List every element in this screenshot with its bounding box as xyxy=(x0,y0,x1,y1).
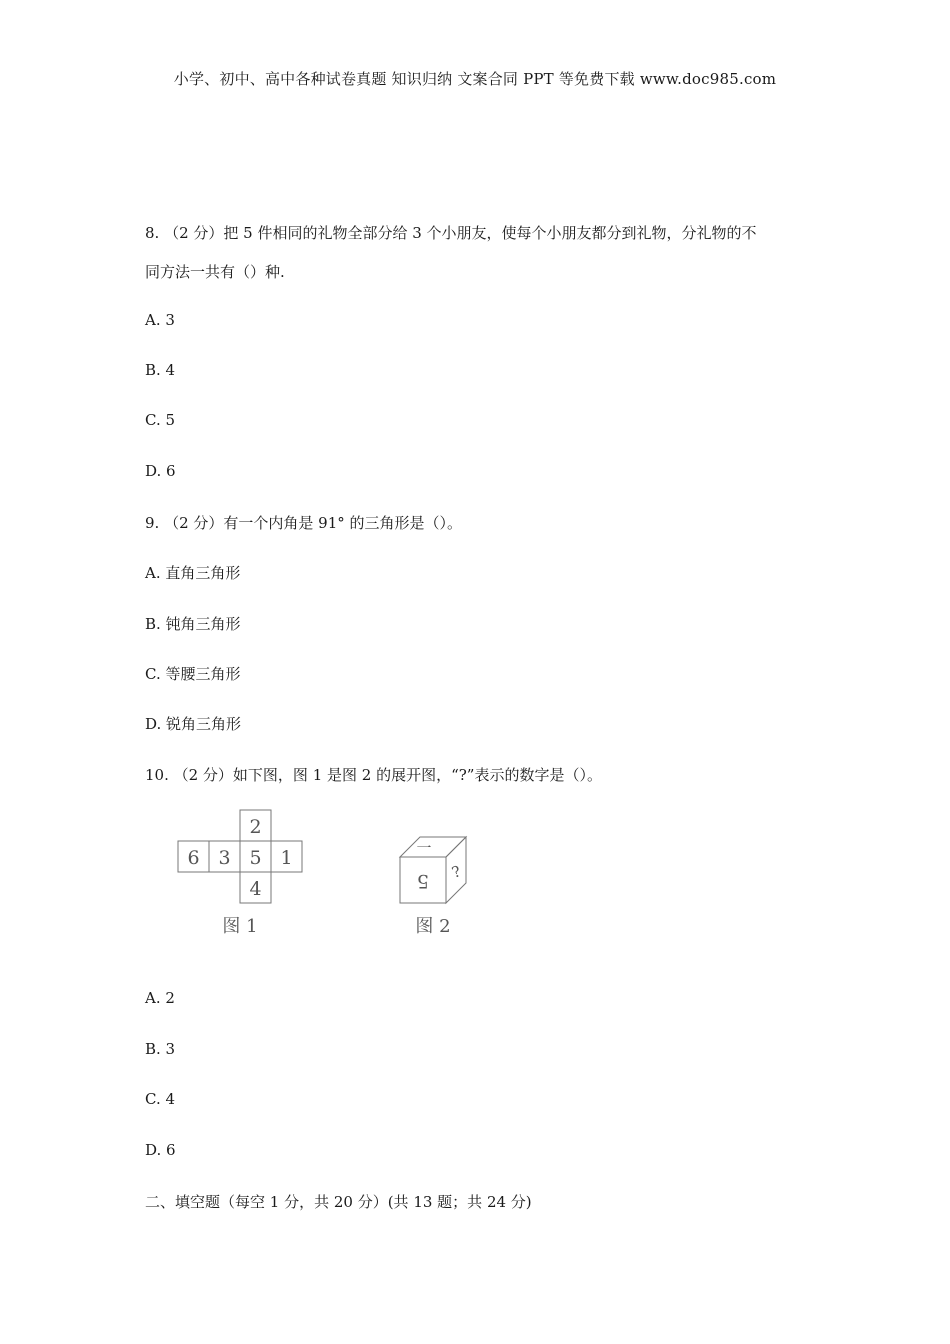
q10-option-a: A. 2 xyxy=(145,989,175,1007)
net-label-1: 6 xyxy=(187,847,200,869)
cube-figure-svg xyxy=(170,805,470,945)
q9-option-c: C. 等腰三角形 xyxy=(145,665,241,683)
q10-text: 10. （2 分）如下图，图 1 是图 2 的展开图，“?”表示的数字是（）。 xyxy=(145,766,602,784)
cube-top-label: 一 xyxy=(416,839,432,857)
q8-option-d: D. 6 xyxy=(145,462,176,480)
q8-text-line1: 8. （2 分）把 5 件相同的礼物全部分给 3 个小朋友，使每个小朋友都分到礼物，分礼物的不 xyxy=(145,224,757,242)
q9-text: 9. （2 分）有一个内角是 91° 的三角形是（）。 xyxy=(145,514,463,532)
q10-option-d: D. 6 xyxy=(145,1141,176,1159)
figure-1-caption: 图 1 xyxy=(222,916,258,937)
net-label-4: 1 xyxy=(280,847,293,869)
section-heading-fill-in: 二、填空题（每空 1 分，共 20 分）(共 13 题；共 24 分) xyxy=(145,1193,532,1211)
q9-option-b: B. 钝角三角形 xyxy=(145,615,241,633)
net-label-bottom: 4 xyxy=(249,878,262,900)
net-label-top: 2 xyxy=(249,816,262,838)
q9-option-d: D. 锐角三角形 xyxy=(145,715,242,733)
net-label-2: 3 xyxy=(218,847,231,869)
q10-option-b: B. 3 xyxy=(145,1040,176,1058)
q10-option-c: C. 4 xyxy=(145,1090,176,1108)
q8-option-b: B. 4 xyxy=(145,361,176,379)
q8-option-c: C. 5 xyxy=(145,411,176,429)
cube-front-label: 5 xyxy=(416,870,430,892)
q8-text-line2: 同方法一共有（）种. xyxy=(145,263,285,281)
q9-option-a: A. 直角三角形 xyxy=(145,564,241,582)
figure-2-caption: 图 2 xyxy=(415,916,451,937)
cube-side-label: ? xyxy=(449,862,464,882)
page-header: 小学、初中、高中各种试卷真题 知识归纳 文案合同 PPT 等免费下载 www.doc985.com xyxy=(173,70,777,88)
cube-figure xyxy=(170,805,470,945)
net-label-3: 5 xyxy=(249,847,262,869)
q8-option-a: A. 3 xyxy=(145,311,175,329)
